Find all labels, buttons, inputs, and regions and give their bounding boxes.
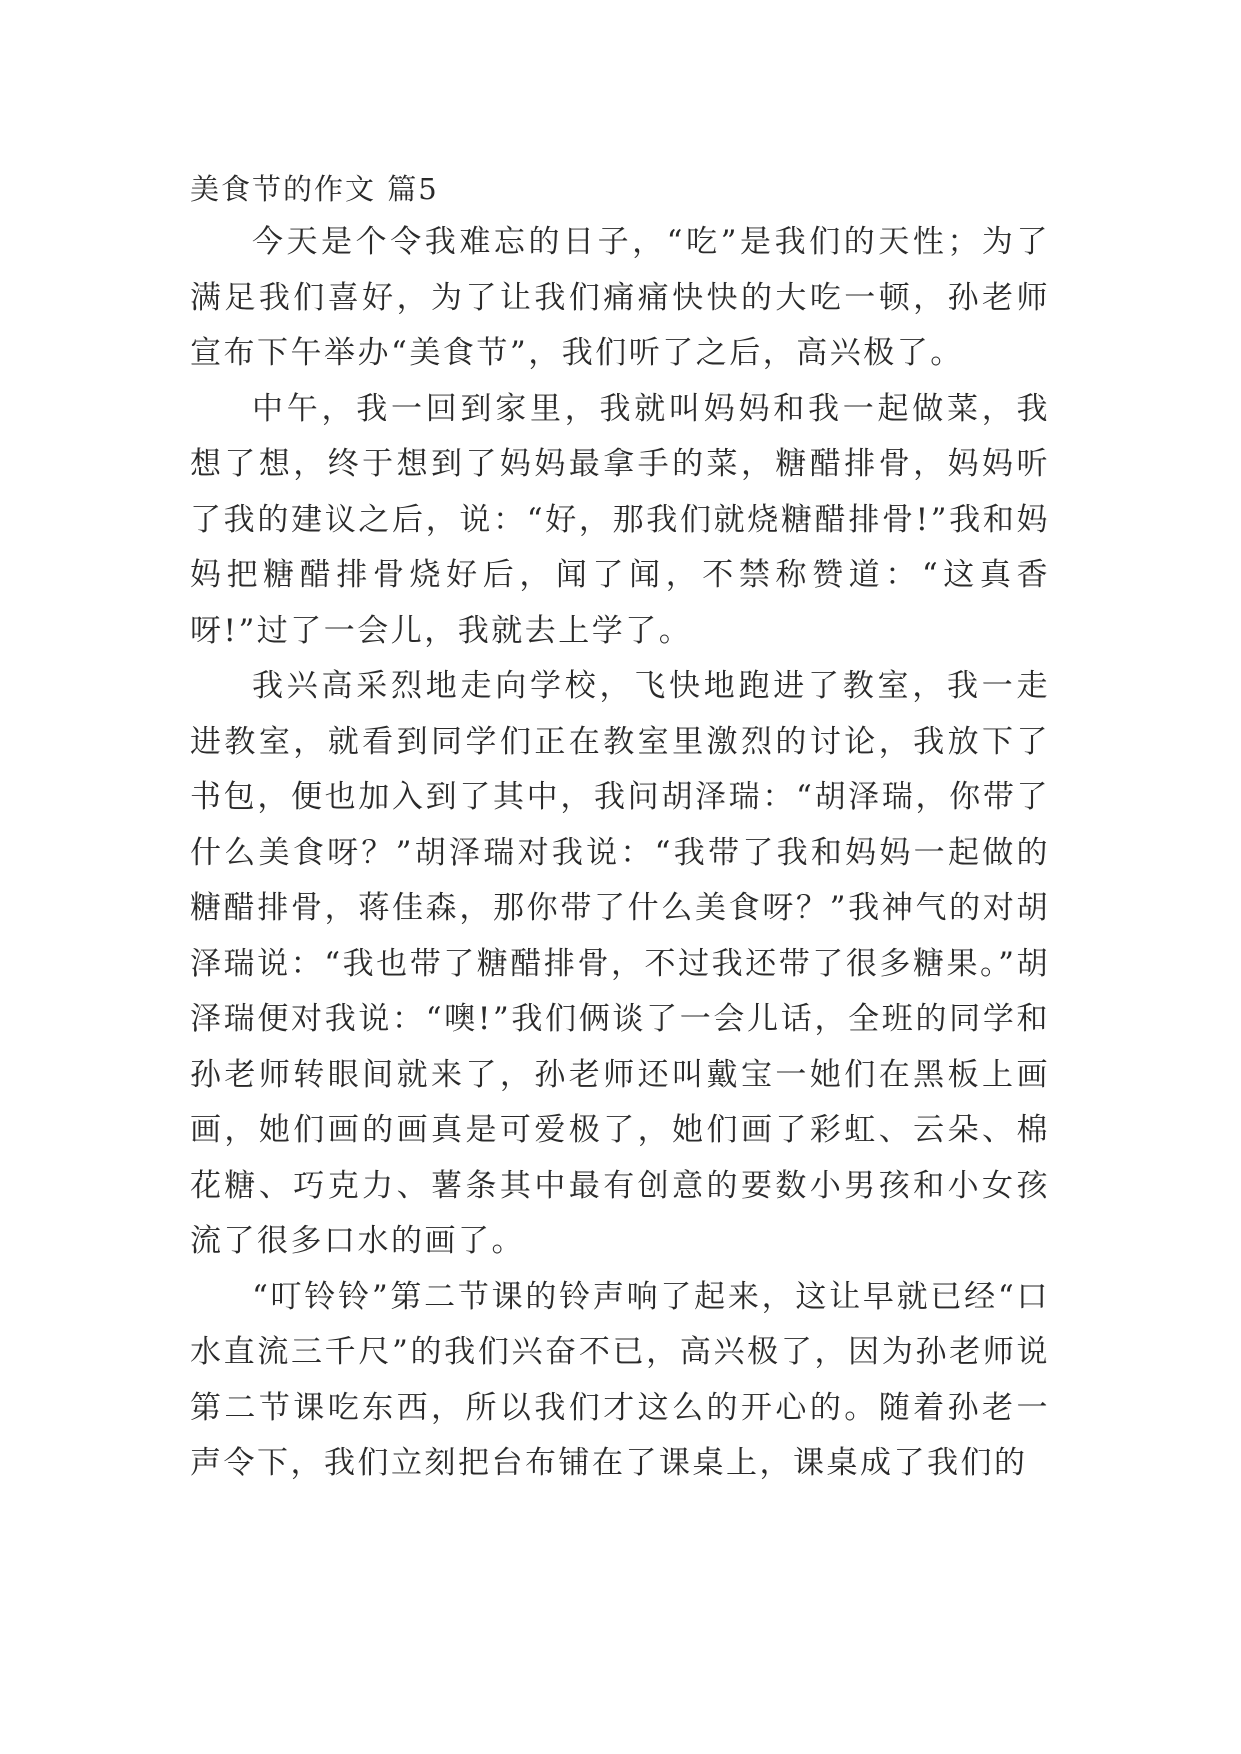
paragraph: “叮铃铃”第二节课的铃声响了起来，这让早就已经“口水直流三千尺”的我们兴奋不已，高兴极了，因为孙老师说第二节课吃东西，所以我们才这么的开心的。随着孙老一声令下，我们立刻把台布铺在了课桌上，课桌成了我们的 [190,1278,1050,1481]
paragraph: 中午，我一回到家里，我就叫妈妈和我一起做菜，我想了想，终于想到了妈妈最拿手的菜，糖醋排骨，妈妈听了我的建议之后，说：“好，那我们就烧糖醋排骨!”我和妈妈把糖醋排骨烧好后，闻了闻，不禁称赞道：“这真香呀!”过了一会儿，我就去上学了。 [190,390,1050,649]
paragraph: 今天是个令我难忘的日子，“吃”是我们的天性；为了满足我们喜好，为了让我们痛痛快快的大吃一顿，孙老师宣布下午举办“美食节”，我们听了之后，高兴极了。 [190,224,1050,371]
paragraph: 我兴高采烈地走向学校，飞快地跑进了教室，我一走进教室，就看到同学们正在教室里激烈的讨论，我放下了书包，便也加入到了其中，我问胡泽瑞：“胡泽瑞，你带了什么美食呀？”胡泽瑞对我说：“我带了我和妈妈一起做的糖醋排骨，蒋佳森，那你带了什么美食呀？”我神气的对胡泽瑞说：“我也带了糖醋排骨，不过我还带了很多糖果。”胡泽瑞便对我说：“噢!”我们俩谈了一会儿话，全班的同学和孙老师转眼间就来了，孙老师还叫戴宝一她们在黑板上画画，她们画的画真是可爱极了，她们画了彩虹、云朵、棉花糖、巧克力、薯条其中最有创意的要数小男孩和小女孩流了很多口水的画了。 [190,668,1050,1259]
essay-body [190,215,1050,1492]
document-title: 美食节的作文 篇5 [190,172,439,206]
